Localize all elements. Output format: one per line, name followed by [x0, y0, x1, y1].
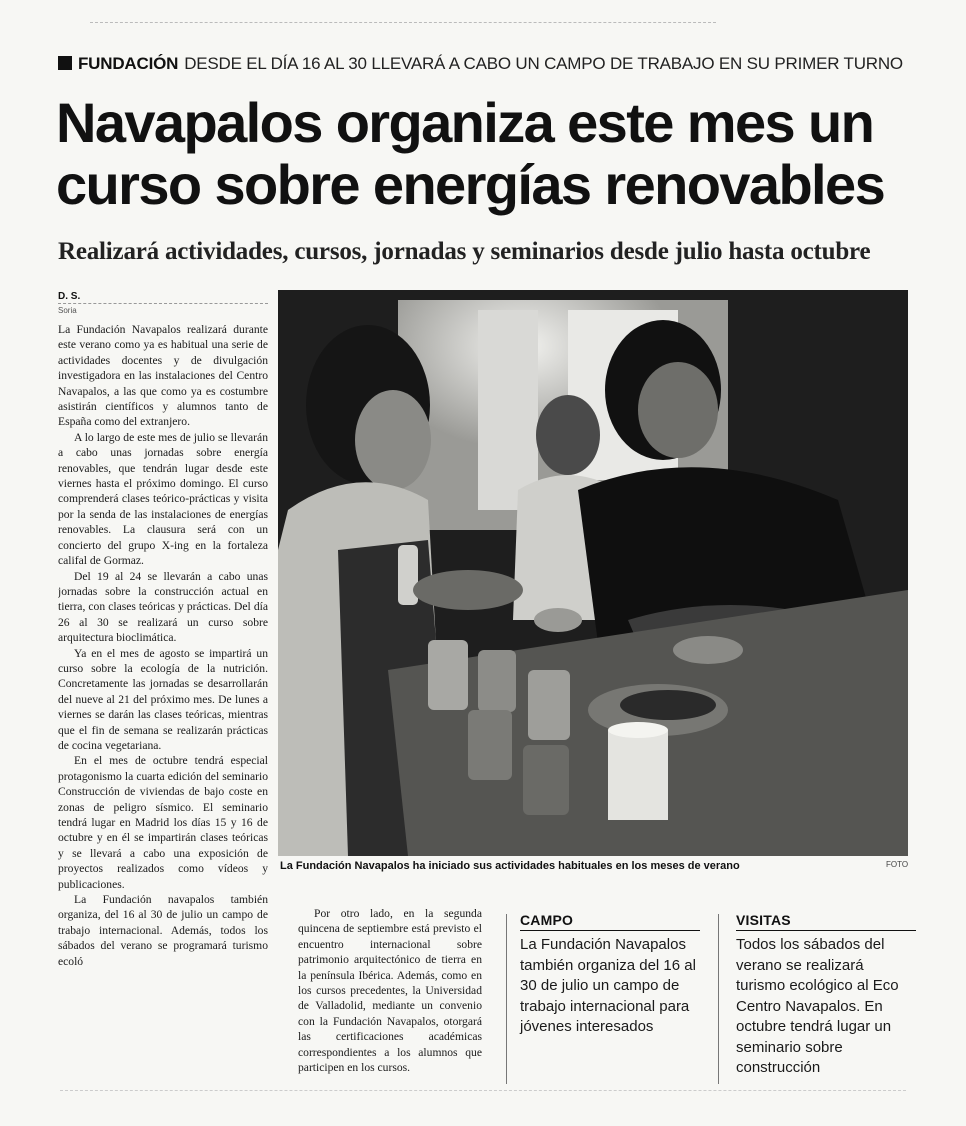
- paragraph: En el mes de octubre tendrá especial protagonismo la cuarta edición del seminario Construcción de viviendas de bajo coste en zonas de peligro sísmico. El seminario tendrá lugar en Madrid los días 15 y 16 de octubre y en él se impartirán clases teóricas y se llevará a cabo una exposición de proyectos realizados como vídeos y publicaciones.: [58, 754, 268, 891]
- paragraph: Por otro lado, en la segunda quincena de septiembre está previsto el encuentro internacional sobre patrimonio arquitectónico de tierra en la península Ibérica. Además, como en los cursos precedentes, la Universidad de Valladolid, mediante un convenio con la Fundación Navapalos, otorgará las certificaciones académicas correspondientes a los alumnos que participen en los cursos.: [298, 907, 482, 1075]
- photo-credit: FOTO: [886, 860, 909, 869]
- sidebar-title: CAMPO: [520, 912, 574, 928]
- headline: Navapalos organiza este mes un curso sobre energías renovables: [56, 91, 885, 216]
- paragraph: La Fundación Navapalos realizará durante este verano como ya es habitual una serie de actividades docentes y de divulgación investigadora en las instalaciones del Centro Navapalos, a las que como ya es costumbre asistirán científicos y alumnos tanto de España como del extranjero.: [58, 323, 268, 429]
- paragraph: La Fundación navapalos también organiza, del 16 al 30 de julio un campo de trabajo internacional. Además, todos los sábados del verano se programará turismo ecoló: [58, 893, 268, 968]
- photo-illustration: [278, 290, 908, 856]
- kicker: [58, 54, 918, 74]
- sidebar-box-campo: [520, 912, 700, 1038]
- column-divider: [718, 914, 719, 1084]
- section-square-icon: [58, 56, 72, 70]
- paragraph: Ya en el mes de agosto se impartirá un curso sobre la ecología de la nutrición. Concretamente las jornadas se desarrollarán del nueve al 21 del próximo mes. De lunes a viernes se darán las clases teóricas, mientras que el fin de semana se realizarán prácticas de cocina vegetariana.: [58, 646, 268, 752]
- subheadline: Realizará actividades, cursos, jornadas y seminarios desde julio hasta octubre: [58, 238, 871, 265]
- kicker-text: DESDE EL DÍA 16 AL 30 LLEVARÁ A CABO UN CAMPO DE TRABAJO EN SU PRIMER TURNO: [184, 54, 903, 73]
- sidebar-title: VISITAS: [736, 912, 791, 928]
- kicker-section: FUNDACIÓN: [78, 54, 179, 73]
- byline-place: Soria: [58, 306, 77, 315]
- sidebar-box-visitas: [736, 912, 916, 1079]
- top-rule: [90, 22, 716, 23]
- article-column-2: [298, 906, 482, 1086]
- column-divider: [506, 914, 507, 1084]
- sidebar-text: La Fundación Navapalos también organiza del 16 al 30 de julio un campo de trabajo internacional para jóvenes interesados: [520, 936, 696, 1035]
- photo-caption: La Fundación Navapalos ha iniciado sus actividades habituales en los meses de verano: [280, 860, 740, 872]
- sidebar-text: Todos los sábados del verano se realizará turismo ecológico al Eco Centro Navapalos. En octubre tendrá lugar un seminario sobre construcción: [736, 936, 899, 1076]
- article-column-1: [58, 322, 268, 1086]
- paragraph: A lo largo de este mes de julio se llevarán a cabo unas jornadas sobre energía renovables, que tendrán lugar desde este viernes hasta el próximo domingo. El curso comprenderá clases teórico-prácticas y visita por la senda de las instalaciones de energías renovables. La clausura será con un concierto del grupo X-ing en la fortaleza califal de Gormaz.: [58, 430, 268, 568]
- article-photo: [278, 290, 908, 856]
- sidebar-rule: [736, 930, 916, 931]
- bottom-rule: [60, 1090, 906, 1091]
- sidebar-rule: [520, 930, 700, 931]
- paragraph: Del 19 al 24 se llevarán a cabo unas jornadas sobre la construcción actual en tierra, con clases teóricas y prácticas. Del día 26 al 30 se realizará un curso sobre arquitectura bioclimática.: [58, 569, 268, 645]
- byline-author: D. S.: [58, 291, 268, 304]
